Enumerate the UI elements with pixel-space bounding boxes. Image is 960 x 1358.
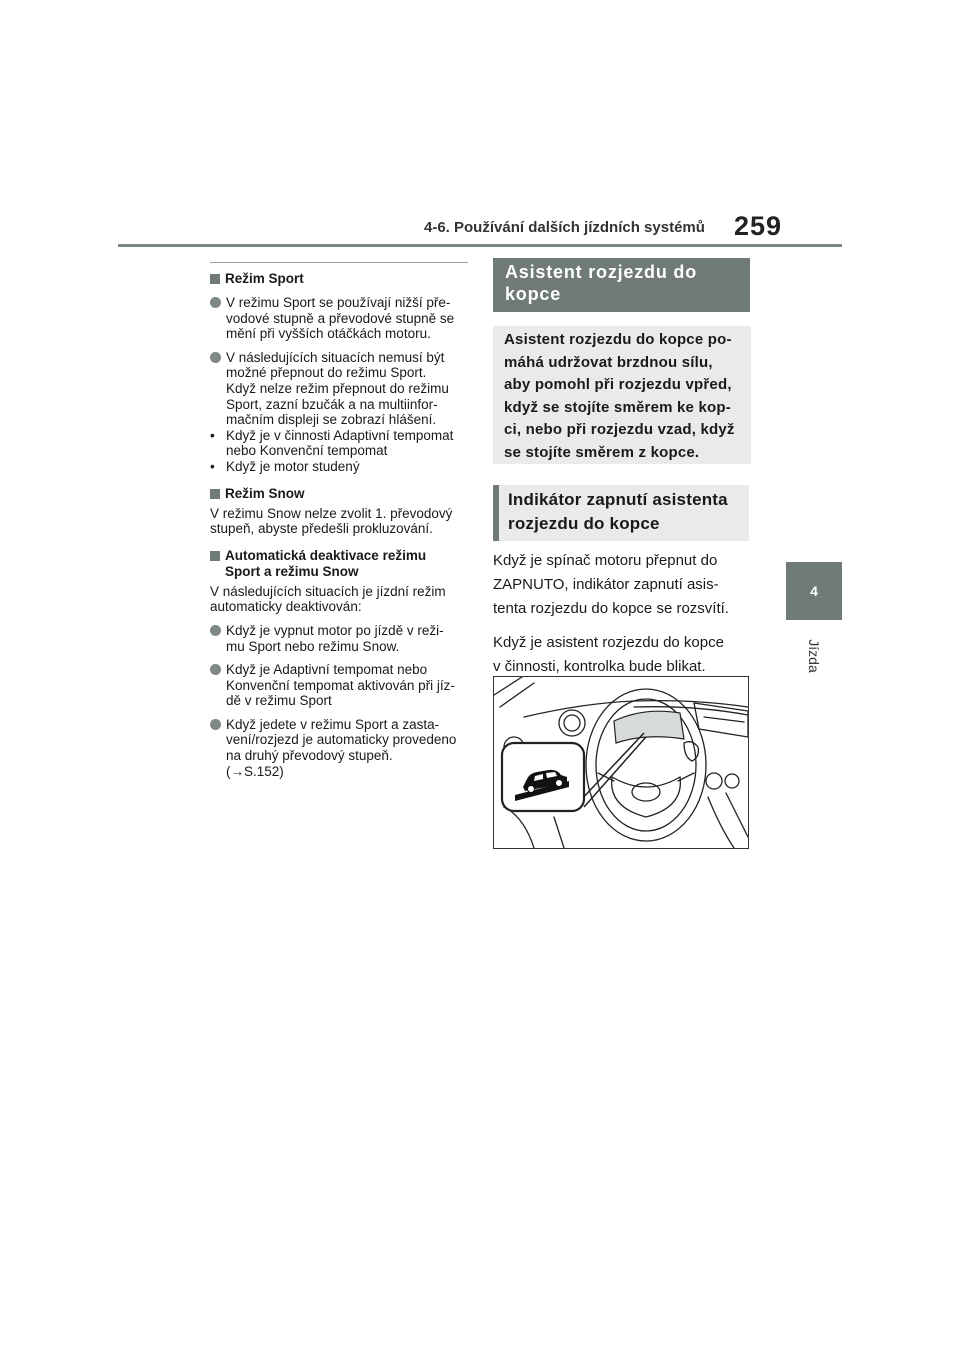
- section-title: 4-6. Používání dalších jízdních systémů: [424, 219, 705, 236]
- circle-bullet-icon: [210, 625, 221, 636]
- dashboard-illustration: [493, 676, 749, 849]
- sub-item-cold-engine: • Když je motor studený: [210, 458, 360, 474]
- page-reference-link[interactable]: (→S.152): [226, 763, 284, 779]
- circle-bullet-icon: [210, 664, 221, 675]
- bullet-engine-off: Když je vypnut motor po jízdě v reži- mu Sport nebo režimu Snow.: [210, 623, 468, 654]
- circle-bullet-icon: [210, 352, 221, 363]
- bullet-cruise-activated: Když je Adaptivní tempomat nebo Konvenční tempomat aktivován při jíz- dě v režimu Sport: [210, 662, 468, 709]
- circle-bullet-icon: [210, 719, 221, 730]
- bullet-sport-unavailable: V následujících situacích nemusí být možné přepnout do režimu Sport. Když nelze režim přepnout do režimu Sport, zazní bzučák a na multiinfor- mačním displeji se zobrazí hlášení.: [210, 350, 468, 428]
- circle-bullet-icon: [210, 297, 221, 308]
- heading-snow-mode: Režim Snow: [210, 486, 468, 502]
- heading-auto-deactivation: Automatická deaktivace režimu Sport a režimu Snow: [210, 548, 468, 580]
- header-rule: [118, 244, 842, 247]
- square-bullet-icon: [210, 489, 220, 499]
- paragraph-indicator-on: Když je spínač motoru přepnut do ZAPNUTO, indikátor zapnutí asis- tenta rozjezdu do kopce se rozsvítí.: [493, 552, 729, 617]
- bullet-sport-gears: V režimu Sport se používají nižší pře- vodové stupně a převodové stupně se mění při vyšších otáčkách motoru.: [210, 295, 468, 342]
- paragraph-indicator-blink: Když je asistent rozjezdu do kopce v činnosti, kontrolka bude blikat.: [493, 634, 724, 676]
- heading-sport-mode: Režim Sport: [210, 271, 468, 287]
- indicator-section-heading: Indikátor zapnutí asistenta rozjezdu do kopce: [493, 485, 749, 541]
- column-rule: [210, 262, 468, 263]
- auto-deactivation-text: V následujících situacích je jízdní režim automaticky deaktivován:: [210, 583, 446, 615]
- hill-start-assist-indicator-icon: [513, 757, 575, 801]
- chapter-tab[interactable]: 4: [786, 562, 842, 620]
- snow-mode-text: V režimu Snow nelze zvolit 1. převodový stupeň, abyste předešli prokluzování.: [210, 505, 453, 537]
- chapter-label: Jízda: [806, 639, 822, 673]
- hill-start-assist-intro: Asistent rozjezdu do kopce po- máhá udržovat brzdnou sílu, aby pomohl při rozjezdu vpřed, když se stojíte směrem ke kop- ci, nebo při rozjezdu vzad, když se stojíte směrem z kopce.: [493, 326, 751, 464]
- square-bullet-icon: [210, 551, 220, 561]
- left-column: [210, 262, 468, 779]
- square-bullet-icon: [210, 274, 220, 284]
- indicator-description: [493, 549, 755, 690]
- hill-start-assist-title: Asistent rozjezdu do kopce: [493, 258, 750, 312]
- page-number: 259: [734, 211, 783, 241]
- sub-item-cruise: • Když je v činnosti Adaptivní tempomat nebo Konvenční tempomat: [210, 427, 454, 459]
- bullet-stop-start: Když jedete v režimu Sport a zasta- vení/rozjezd je automaticky provedeno na druhý převodový stupeň. (→S.152): [210, 717, 468, 779]
